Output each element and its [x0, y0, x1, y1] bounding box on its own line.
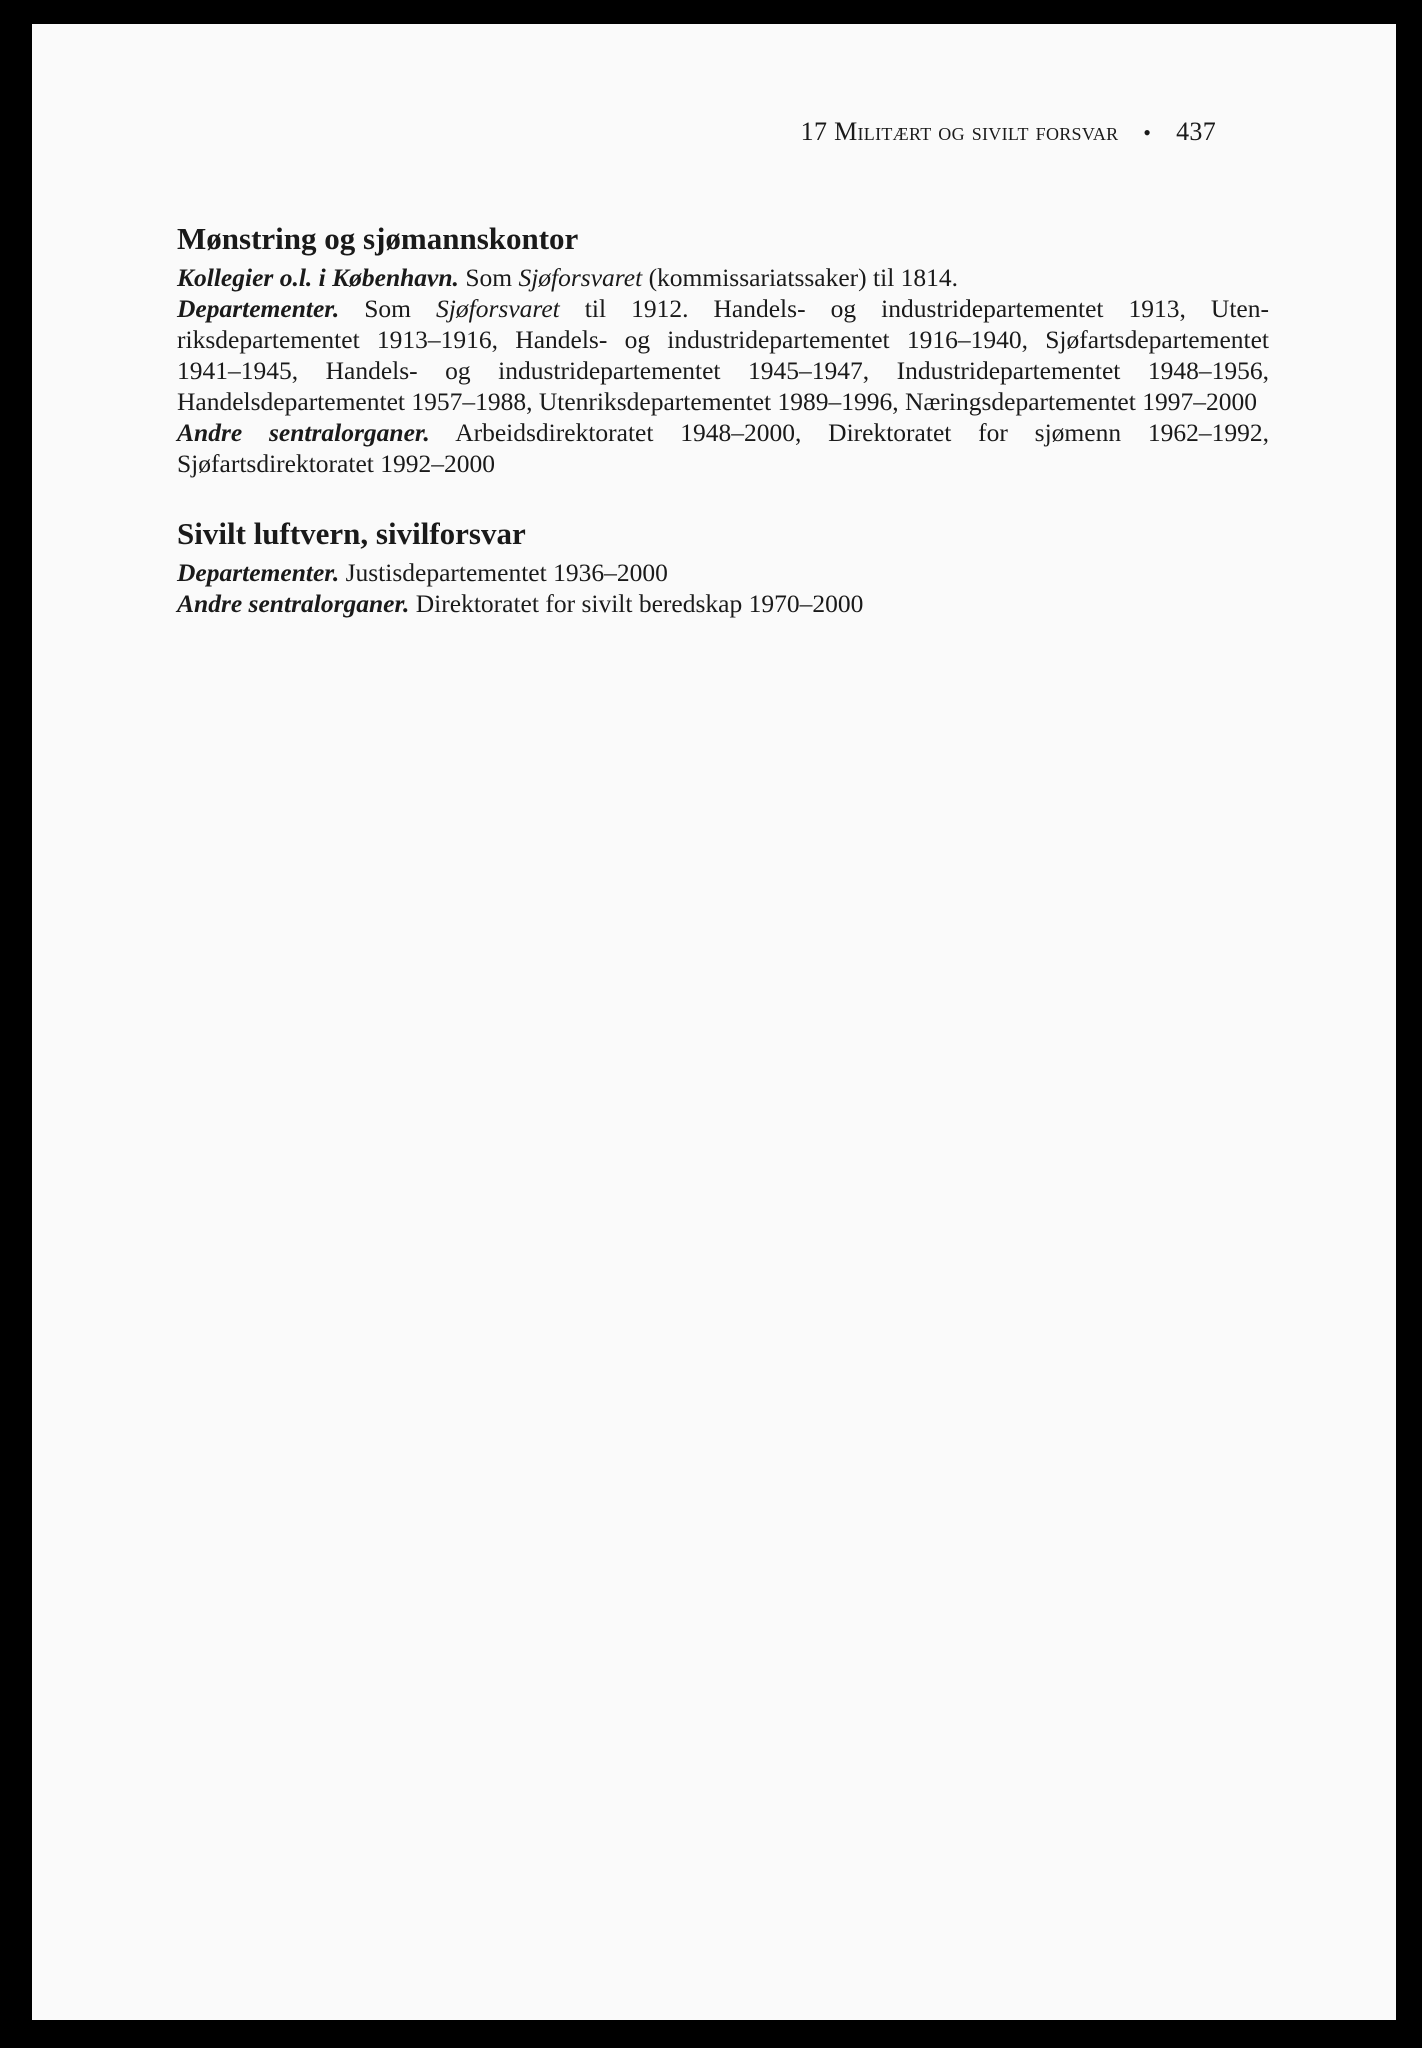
section-heading: Mønstring og sjømannskontor — [177, 221, 579, 256]
document-page — [32, 24, 1396, 2020]
entry-label: Departementer. — [177, 558, 340, 587]
entry-text: Som — [458, 263, 519, 292]
entry-text: Arbeidsdirektoratet 1948–2000, Direktoratet for sjømenn 1962–1992, Sjøfartsdirektoratet 1992–2000 — [177, 418, 1269, 478]
section-sivilt-luftvern — [177, 515, 1269, 619]
section-heading: Sivilt luftvern, sivilforsvar — [177, 516, 526, 551]
separator-bullet: • — [1143, 120, 1152, 145]
section-monstring — [177, 220, 1269, 479]
entry-text: Som — [339, 294, 437, 323]
entry-label: Andre sentralorganer. — [177, 418, 430, 447]
entry-text: til 1912. Handels- og industridepartementet 1913, Utenriksdepartementet 1913–1916, Handels- og industridepartementet 1916–1940, Sjøfartsdepartementet 1941–1945, Handels- og industridepartementet 1945–1947, Industridepartementet 1948–1956, Handelsdepartementet 1957–1988, Utenriksdepartementet 1989–1996, Næringsdepartementet 1997–2000 — [177, 294, 1269, 416]
entry-text: Direktoratet for sivilt beredskap 1970–2000 — [409, 589, 864, 618]
chapter-number: 17 — [800, 117, 828, 146]
entry-paragraph — [177, 588, 1269, 619]
page-number: 437 — [1176, 117, 1216, 146]
running-head — [801, 117, 1216, 147]
entry-emphasis: Sjøforsvaret — [436, 294, 560, 323]
entry-label: Kollegier o.l. i København. — [177, 263, 459, 292]
entry-paragraph — [177, 557, 1269, 588]
entry-text: (kommissariatssaker) til 1814. — [642, 263, 959, 292]
entry-paragraph — [177, 293, 1269, 417]
entry-label: Andre sentralorganer. — [177, 589, 410, 618]
entry-label: Departementer. — [177, 294, 340, 323]
chapter-title: Militært og sivilt forsvar — [834, 117, 1119, 146]
entry-paragraph — [177, 417, 1269, 479]
entry-text: Justisdepartementet 1936–2000 — [339, 558, 668, 587]
entry-emphasis: Sjøforsvaret — [518, 263, 643, 292]
page-content — [177, 220, 1269, 655]
entry-paragraph — [177, 262, 1269, 293]
